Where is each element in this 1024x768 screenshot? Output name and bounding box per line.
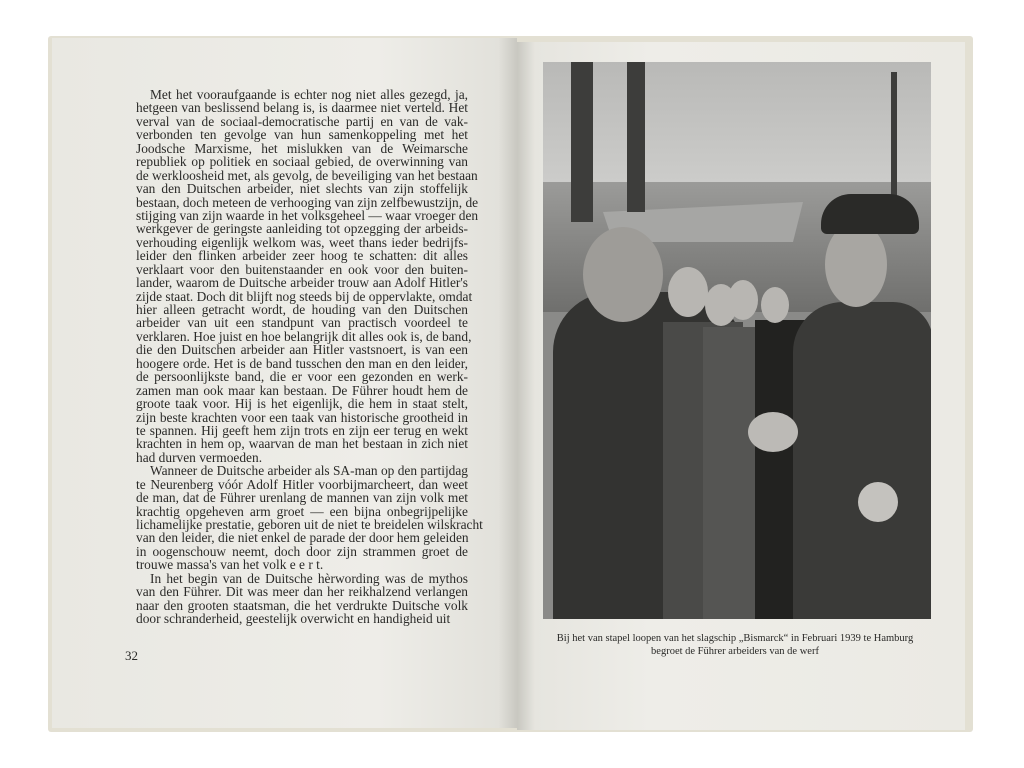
text-line: lander, waarom de Duitsche arbeider trouw aan Adolf Hitler's bbox=[136, 275, 468, 291]
text-line: van den Duitschen arbeider, niet slechts van zijn stoffelijk bbox=[136, 181, 468, 197]
text-line: Met het vooraufgaande is echter nog niet alles gezegd, ja, bbox=[150, 87, 468, 102]
text-line: leider den flinken arbeider zeer hoog te schatten: dit alles bbox=[136, 248, 468, 264]
photo-worker-head bbox=[761, 287, 789, 323]
text-line: zamen man ook maar kan bestaan. De Führer houdt hem de bbox=[136, 382, 468, 398]
text-line: hoogere orde. Het is de band tusschen den man en den leider, bbox=[136, 355, 468, 371]
photo-crane bbox=[627, 62, 645, 212]
text-line: bestaan, doch meteen de verhooging van zijn zelfbewustzijn, de bbox=[136, 194, 479, 210]
text-line: arbeider van uit een standpunt van practisch voordeel te bbox=[136, 315, 468, 331]
text-line: zijn beste krachten voor een taak van historische grootheid in bbox=[136, 409, 468, 425]
text-line: had durven vermoeden. bbox=[136, 449, 263, 465]
text-line: de persoonlijkste band, die er voor een gezonden en werk- bbox=[136, 369, 468, 385]
text-line: lichamelijke prestatie, geboren uit de niet te breidelen wilskracht bbox=[136, 517, 483, 532]
text-line: stijging van zijn waarde in het volksgeheel — waar vroeger den bbox=[136, 207, 479, 223]
text-line: door schranderheid, geestelijk overwicht en handigheid uit bbox=[136, 611, 451, 627]
text-line: naar den grooten staatsman, die het verdrukte Duitsche volk bbox=[136, 597, 468, 613]
text-line: in oogenschouw neemt, doch door zijn strammen groet de bbox=[136, 543, 468, 559]
caption-line: Bij het van stapel loopen van het slagschip „Bismarck“ in Februari 1939 te Hamburg bbox=[556, 633, 914, 644]
text-line: verbonden ten gevolge van hun samenkoppeling met het bbox=[136, 127, 468, 143]
text-line: de man, dat de Führer urenlang de mannen van zijn volk met bbox=[136, 490, 468, 506]
text-line: verklaren. Hoe juist en hoe belangrijk dit alles ook is, de band, bbox=[136, 328, 472, 344]
text-line: van den leider, die niet enkel de parade der door hem geleiden bbox=[136, 530, 469, 546]
text-line: trouwe massa's van het volk e e r t. bbox=[136, 557, 324, 573]
text-line: verklaart voor den buitenstaander en ook voor den buiten- bbox=[136, 261, 468, 277]
text-line: te spannen. Hij geeft hem zijn trots en zijn eer terug en wekt bbox=[136, 422, 468, 438]
text-line: verval van de sociaal-democratische partij en van de vak- bbox=[136, 113, 468, 129]
text-line: Wanneer de Duitsche arbeider als SA-man op den partijdag bbox=[150, 463, 468, 479]
text-line: werkgever de geringste aanleiding tot opzegging der arbeids- bbox=[136, 221, 468, 237]
text-line: van den Führer. Dit was meer dan her reikhalzend verlangen bbox=[136, 584, 468, 600]
text-line: hier alleen getracht wordt, de houding van den Duitschen bbox=[136, 302, 468, 317]
body-text bbox=[136, 87, 483, 627]
photo-handshake bbox=[748, 412, 798, 452]
photograph bbox=[543, 62, 931, 619]
text-line: te Neurenberg vóór Adolf Hitler voorbijmarcheert, dan weet bbox=[136, 476, 468, 492]
text-line: zijde staat. Doch dit blijft nog steeds bij de oppervlakte, omdat bbox=[136, 288, 473, 304]
photo-crane bbox=[571, 62, 593, 222]
photo-sky bbox=[543, 62, 931, 202]
text-line: krachten in hem op, waarvan de man het bestaan in zich niet bbox=[136, 436, 468, 452]
text-line: In het begin van de Duitsche hèrwording was de mythos bbox=[150, 570, 468, 586]
text-line: hetgeen van beslissend belang is, is daarmee niet verteld. Het bbox=[136, 100, 468, 116]
photo-officer-cap bbox=[821, 194, 919, 234]
text-line: groote taak voor. Hij is het eigenlijk, die hem in staat stelt, bbox=[136, 396, 468, 412]
photo-gloves bbox=[858, 482, 898, 522]
text-line: verhouding eigenlijk welkom was, weet thans ieder bedrijfs- bbox=[136, 234, 468, 250]
photo-worker-head bbox=[668, 267, 708, 317]
text-line: krachtig opgeheven arm groet — een bijna onbegrijpelijke bbox=[136, 503, 468, 519]
text-line: die den Duitschen arbeider aan Hitler vastsnoert, is van een bbox=[136, 342, 468, 358]
photo-worker-head bbox=[583, 227, 663, 322]
photo-officer bbox=[793, 302, 931, 619]
page-number: 32 bbox=[125, 648, 138, 663]
caption-line: begroet de Führer arbeiders van de werf bbox=[651, 646, 819, 657]
text-line: de werkloosheid met, als gevolg, de beveiliging van het bestaan bbox=[136, 167, 478, 183]
photo-crane bbox=[891, 72, 897, 212]
text-line: republiek op politiek en sociaal gebied, de overwinning van bbox=[136, 154, 468, 170]
text-line: Joodsche Marxisme, het mislukken van de Weimarsche bbox=[136, 140, 468, 156]
photo-officer-head bbox=[825, 222, 887, 307]
photo-caption bbox=[530, 632, 940, 658]
photo-worker-head bbox=[728, 280, 758, 320]
